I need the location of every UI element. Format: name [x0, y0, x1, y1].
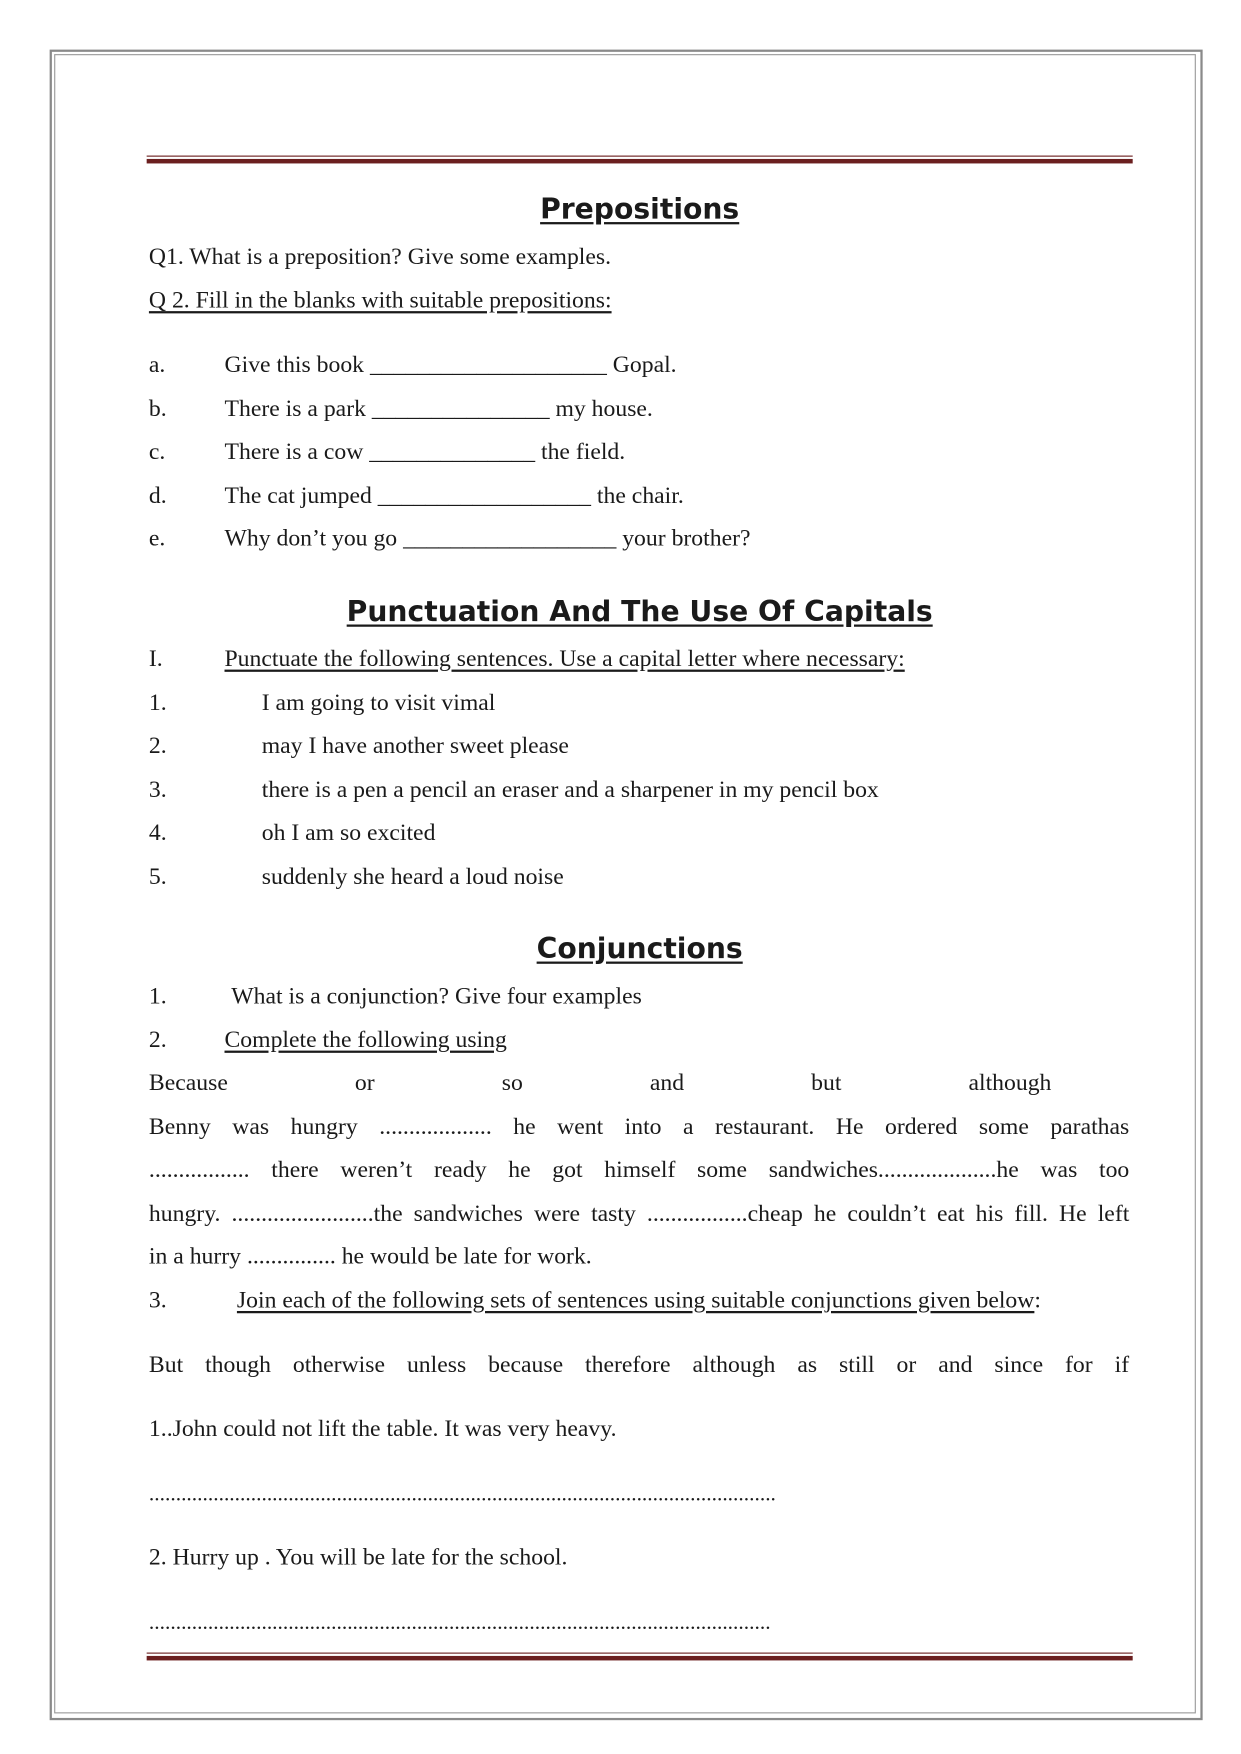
item-letter: c.: [148, 437, 166, 465]
punctuation-sentence: there is a pen a pencil an eraser and a sharpener in my pencil box: [261, 775, 879, 803]
word-bank-item: still: [839, 1350, 875, 1378]
passage-word: He: [1059, 1199, 1087, 1227]
passage-word: himself: [604, 1155, 676, 1183]
prepositions-q1: Q1. What is a preposition? Give some examples.: [148, 242, 612, 270]
item-number: 5.: [148, 862, 167, 890]
word-bank-item: unless: [406, 1350, 467, 1378]
passage-word: hungry.: [148, 1199, 221, 1227]
passage-line: [149, 1198, 1129, 1227]
word-bank-item: Because: [148, 1068, 228, 1096]
passage-word: left: [1097, 1199, 1130, 1227]
passage-line: [149, 1154, 1129, 1183]
passage-word: his: [975, 1199, 1004, 1227]
instruction-number: I.: [148, 644, 163, 672]
passage-word: he: [513, 1112, 536, 1140]
join-exercise: 2. Hurry up . You will be late for the school.: [148, 1543, 568, 1571]
passage-word: there: [271, 1155, 319, 1183]
item-number: 1.: [148, 688, 167, 716]
word-bank-item: because: [488, 1350, 564, 1378]
item-letter: e.: [148, 524, 166, 552]
passage-word: was: [232, 1112, 270, 1140]
passage-word: too: [1098, 1155, 1130, 1183]
passage-last-line: in a hurry ............... he would be late for work.: [148, 1242, 592, 1270]
question-number: 1.: [148, 981, 167, 1009]
answer-line: .....................................................................................................................: [148, 1482, 776, 1507]
passage-word: restaurant.: [715, 1112, 815, 1140]
fill-blank-item: The cat jumped __________________ the chair.: [224, 481, 684, 509]
word-bank-item: for: [1065, 1350, 1093, 1378]
passage-word: he: [813, 1199, 837, 1227]
question-number: 2.: [148, 1025, 167, 1053]
word-bank-item: although: [692, 1350, 776, 1378]
word-bank-item: otherwise: [292, 1350, 385, 1378]
item-number: 3.: [148, 775, 167, 803]
passage-word: some: [697, 1155, 748, 1183]
punctuation-sentence: may I have another sweet please: [261, 731, 569, 759]
passage-word: ........................the: [231, 1199, 403, 1227]
join-exercise: 1..John could not lift the table. It was very heavy.: [148, 1414, 617, 1442]
word-bank-item: therefore: [585, 1350, 671, 1378]
word-bank-item: as: [797, 1350, 818, 1378]
header-rule: [147, 156, 1133, 164]
passage-word: were: [533, 1199, 581, 1227]
passage-line: [149, 1111, 1129, 1140]
passage-word: fill.: [1014, 1199, 1048, 1227]
passage-word: ready: [433, 1155, 487, 1183]
passage-word: parathas: [1050, 1112, 1130, 1140]
punctuation-heading: Punctuation And The Use Of Capitals: [346, 595, 933, 628]
word-bank-item: or: [354, 1068, 375, 1096]
passage-word: sandwiches: [413, 1199, 523, 1227]
fill-blank-item: Why don’t you go __________________ your brother?: [224, 524, 751, 552]
word-bank-item: so: [501, 1068, 523, 1096]
word-bank: [149, 1068, 1052, 1097]
fill-blank-item: Give this book ____________________ Gopal.: [224, 350, 677, 378]
word-bank-item: and: [938, 1350, 973, 1378]
footer-rule: [147, 1653, 1133, 1661]
answer-line: ....................................................................................................................: [148, 1610, 771, 1635]
passage-word: went: [557, 1112, 604, 1140]
conjunctions-q2: Complete the following using: [224, 1025, 507, 1053]
item-letter: b.: [148, 394, 167, 422]
passage-word: ...................: [379, 1112, 492, 1140]
item-number: 4.: [148, 818, 167, 846]
passage-word: sandwiches....................he: [768, 1155, 1019, 1183]
conjunctions-q3: [237, 1285, 1041, 1314]
conjunctions-q3-text: Join each of the following sets of sentences using suitable conjunctions given below: [236, 1286, 1035, 1314]
question-number: 3.: [148, 1286, 167, 1314]
item-letter: d.: [148, 481, 167, 509]
word-bank-item: since: [994, 1350, 1044, 1378]
word-bank-2: [149, 1349, 1129, 1378]
passage-word: couldn’t: [847, 1199, 926, 1227]
passage-word: Benny: [148, 1112, 211, 1140]
punctuation-sentence: I am going to visit vimal: [261, 688, 496, 716]
word-bank-item: if: [1114, 1350, 1130, 1378]
passage-word: .................: [148, 1155, 250, 1183]
passage-word: He: [835, 1112, 864, 1140]
item-letter: a.: [148, 350, 166, 378]
prepositions-q2: Q 2. Fill in the blanks with suitable prepositions:: [148, 286, 612, 314]
word-bank-item: although: [968, 1068, 1052, 1096]
prepositions-heading: Prepositions: [540, 192, 740, 226]
conjunctions-heading: Conjunctions: [536, 932, 743, 965]
passage-word: weren’t: [340, 1155, 413, 1183]
passage-word: a: [683, 1112, 694, 1140]
conjunctions-q3-colon: :: [1034, 1286, 1041, 1314]
item-number: 2.: [148, 731, 167, 759]
punctuation-instruction: Punctuate the following sentences. Use a capital letter where necessary:: [224, 644, 905, 672]
fill-blank-item: There is a park _______________ my house.: [224, 394, 653, 422]
conjunctions-q1: What is a conjunction? Give four examples: [231, 981, 642, 1009]
passage-word: he: [508, 1155, 531, 1183]
fill-blank-item: There is a cow ______________ the field.: [224, 437, 626, 465]
passage-word: tasty: [591, 1199, 636, 1227]
passage-word: .................cheap: [646, 1199, 803, 1227]
word-bank-item: but: [811, 1068, 842, 1096]
passage-word: got: [552, 1155, 583, 1183]
word-bank-item: though: [205, 1350, 271, 1378]
passage-word: eat: [936, 1199, 965, 1227]
passage-word: into: [624, 1112, 662, 1140]
word-bank-item: and: [649, 1068, 685, 1096]
punctuation-sentence: oh I am so excited: [261, 818, 436, 846]
punctuation-sentence: suddenly she heard a loud noise: [261, 862, 564, 890]
passage-word: ordered: [884, 1112, 958, 1140]
passage-word: some: [978, 1112, 1029, 1140]
word-bank-item: But: [148, 1350, 184, 1378]
passage-word: was: [1040, 1155, 1078, 1183]
word-bank-item: or: [896, 1350, 917, 1378]
passage-word: hungry: [290, 1112, 358, 1140]
